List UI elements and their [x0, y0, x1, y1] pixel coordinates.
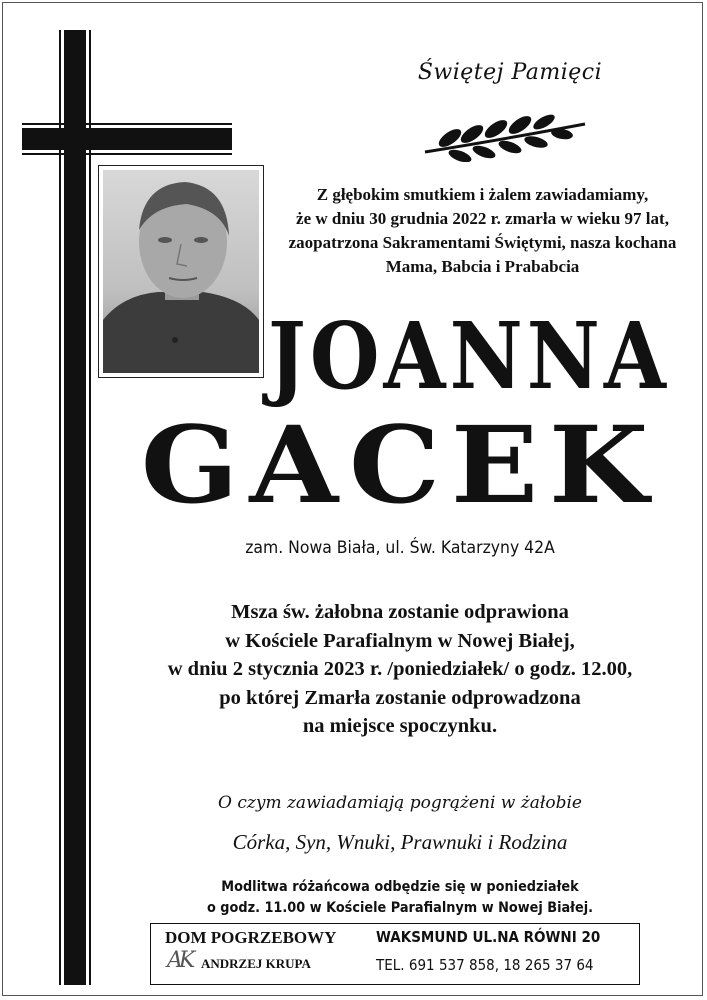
rosary-line: Modlitwa różańcowa odbędzie się w poniedziałek	[221, 879, 579, 895]
funeral-home-address: WAKSMUND UL.NA RÓWNI 20	[376, 928, 601, 946]
deceased-address: zam. Nowa Biała, ul. Św. Katarzyny 42A	[245, 538, 555, 558]
rosary-line: o godz. 11.00 w Kościele Parafialnym w Nowej Białej.	[206, 900, 594, 916]
intro-line: Mama, Babcia i Prababcia	[385, 257, 580, 276]
mass-line: w dniu 2 stycznia 2023 r. /poniedziałek/ o godz. 12.00,	[167, 658, 633, 680]
mass-line: po której Zmarła zostanie odprowadzona	[219, 686, 581, 709]
mass-details	[100, 598, 700, 741]
rosary-notice	[142, 877, 657, 919]
mass-line: na miejsce spoczynku.	[302, 715, 498, 737]
palm-branch-icon	[420, 112, 590, 162]
funeral-home-logo: AK	[167, 948, 192, 973]
memory-heading: Świętej Pamięci	[417, 60, 603, 85]
funeral-home-phone: TEL. 691 537 858, 18 265 37 64	[376, 956, 594, 974]
announcement-intro	[275, 183, 690, 279]
intro-line: zaopatrzona Sakramentami Świętymi, nasza kochana	[288, 233, 677, 252]
funeral-home-box	[150, 923, 640, 985]
mass-line: Msza św. żałobna zostanie odprawiona	[231, 601, 569, 623]
deceased-first-name: JOANNA	[268, 301, 670, 410]
funeral-home-name: DOM POGRZEBOWY	[165, 928, 337, 947]
portrait-photo	[103, 170, 259, 373]
deceased-last-name: GACEK	[140, 402, 660, 527]
portrait-frame	[98, 165, 264, 378]
cross-horizontal-bar	[22, 128, 232, 150]
intro-line: że w dniu 30 grudnia 2022 r. zmarła w wieku 97 lat,	[296, 209, 669, 228]
mourners-intro: O czym zawiadamiają pogrążeni w żałobie	[218, 793, 582, 813]
intro-line: Z głębokim smutkiem i żalem zawiadamiamy,	[316, 185, 649, 204]
mourners-names: Córka, Syn, Wnuki, Prawnuki i Rodzina	[232, 830, 568, 854]
funeral-home-owner: ANDRZEJ KRUPA	[201, 956, 311, 971]
mass-line: w Kościele Parafialnym w Nowej Białej,	[225, 629, 575, 652]
